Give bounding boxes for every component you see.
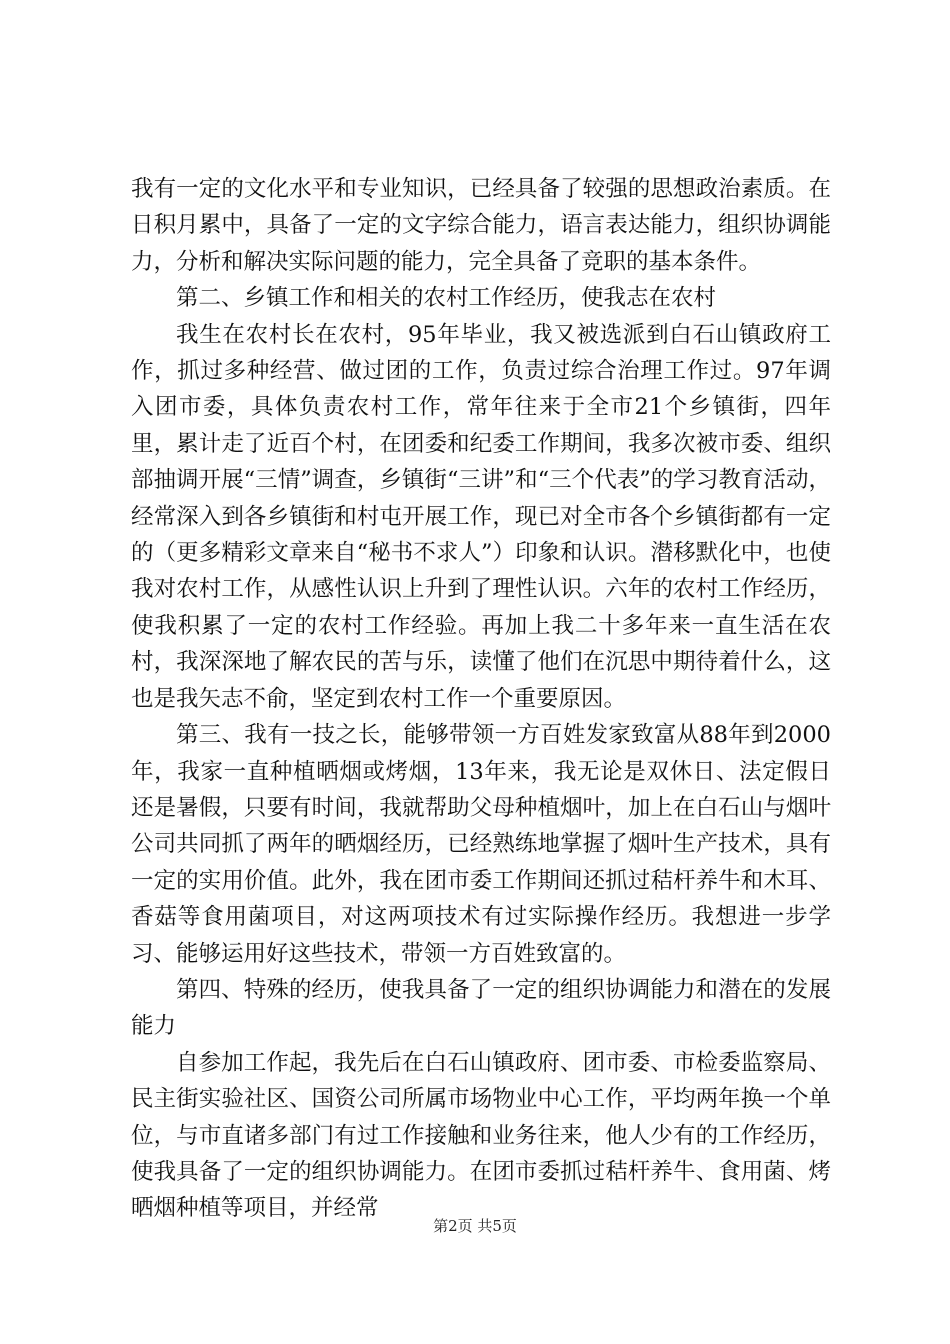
paragraph-intro-continuation: 我有一定的文化水平和专业知识，已经具备了较强的思想政治素质。在日积月累中，具备了一定的文字综合能力，语言表达能力，组织协调能力，分析和解决实际问题的能力，完全具备了竞职的基本条件。	[131, 176, 831, 275]
paragraph-rural-experience: 我生在农村长在农村，95年毕业，我又被选派到白石山镇政府工作，抓过多种经营、做过团的工作，负责过综合治理工作过。97年调入团市委，具体负责农村工作，常年往来于全市21个乡镇街，四年里，累计走了近百个村，在团委和纪委工作期间，我多次被市委、组织部抽调开展“三情”调查，乡镇街“三讲”和“三个代表”的学习教育活动，经常深入到各乡镇街和村屯开展工作，现已对全市各个乡镇街都有一定的（更多精彩文章来自“秘书不求人”）印象和认识。潜移默化中，也使我对农村工作，从感性认识上升到了理性认识。六年的农村工作经历，使我积累了一定的农村工作经验。再加上我二十多年来一直生活在农村，我深深地了解农民的苦与乐，读懂了他们在沉思中期待着什么，这也是我矢志不俞，坚定到农村工作一个重要原因。	[131, 321, 831, 712]
section-heading-2: 第二、乡镇工作和相关的农村工作经历，使我志在农村	[176, 285, 717, 312]
section-heading-4: 第四、特殊的经历，使我具备了一定的组织协调能力和潜在的发展能力	[131, 976, 831, 1040]
paragraph-work-history: 自参加工作起，我先后在白石山镇政府、团市委、市检委监察局、民主街实验社区、国资公司所属市场物业中心工作，平均两年换一个单位，与市直诸多部门有过工作接触和业务往来，他人少有的工作经历，使我具备了一定的组织协调能力。在团市委抓过秸杆养牛、食用菌、烤晒烟种植等项目，并经常	[131, 1049, 831, 1222]
section-heading-3-paragraph: 第三、我有一技之长，能够带领一方百姓发家致富从88年到2000年，我家一直种植晒烟或烤烟，13年来，我无论是双休日、法定假日还是暑假，只要有时间，我就帮助父母种植烟叶，加上在白石山与烟叶公司共同抓了两年的晒烟经历，已经熟练地掌握了烟叶生产技术，具有一定的实用价值。此外，我在团市委工作期间还抓过秸杆养牛和木耳、香菇等食用菌项目，对这两项技术有过实际操作经历。我想进一步学习、能够运用好这些技术，带领一方百姓致富的。	[131, 722, 831, 967]
page-number-footer: 第2页 共5页	[433, 1217, 517, 1235]
document-body	[131, 171, 831, 1227]
